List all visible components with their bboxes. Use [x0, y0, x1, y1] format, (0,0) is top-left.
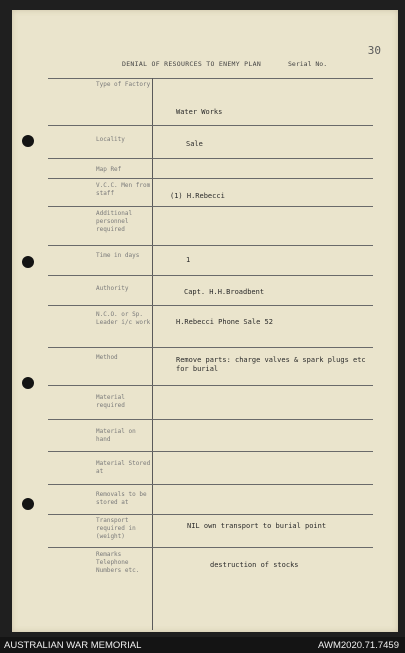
table-row [48, 126, 373, 159]
row-label: Material Stored at [96, 460, 151, 475]
form-title: DENIAL OF RESOURCES TO ENEMY PLAN [122, 60, 262, 68]
table-row [48, 452, 373, 485]
table-row [48, 276, 373, 306]
table-row [48, 207, 373, 246]
punch-hole [22, 256, 34, 268]
row-label: Material required [96, 394, 125, 409]
form-table [48, 78, 373, 630]
row-value: (1) H.Rebecci [170, 192, 225, 200]
row-label: Time in days [96, 252, 140, 259]
archive-name: AUSTRALIAN WAR MEMORIAL [4, 640, 142, 651]
row-value: Water Works [176, 108, 223, 116]
table-row [48, 386, 373, 420]
table-row [48, 179, 373, 207]
table-row [48, 515, 373, 548]
row-label: Map Ref [96, 166, 122, 173]
table-row [48, 306, 373, 348]
row-value: destruction of stocks [210, 561, 299, 569]
row-label: Material on hand [96, 428, 136, 443]
row-value: Remove parts: charge valves & spark plugs etc for burial [176, 356, 366, 373]
page-number: 30 [367, 44, 381, 57]
row-value: H.Rebecci Phone Sale 52 [176, 318, 273, 326]
row-label: Additional personnel required [96, 210, 133, 233]
row-value: 1 [186, 256, 191, 264]
table-row [48, 548, 373, 630]
archive-footer [0, 637, 405, 653]
row-label: Remarks Telephone Numbers etc. [96, 551, 140, 574]
row-label: Authority [96, 285, 129, 292]
punch-hole [22, 135, 34, 147]
row-label: V.C.C. Men from staff [96, 182, 151, 197]
table-row [48, 246, 373, 276]
table-row [48, 78, 373, 126]
table-row [48, 348, 373, 386]
row-value: NIL own transport to burial point [187, 522, 327, 530]
row-label: Locality [96, 136, 125, 143]
row-label: Removals to be stored at [96, 491, 147, 506]
row-label: Type of Factory [96, 81, 151, 88]
row-label: Transport required in (weight) [96, 517, 136, 540]
table-row [48, 485, 373, 515]
serial-label: Serial No. [288, 60, 328, 68]
row-value: Capt. H.H.Broadbent [184, 288, 265, 296]
table-row [48, 420, 373, 452]
punch-hole [22, 498, 34, 510]
archive-id: AWM2020.71.7459 [318, 640, 399, 651]
row-label: Method [96, 354, 118, 361]
row-value: Sale [186, 140, 203, 148]
row-label: N.C.O. or Sp. Leader i/c work [96, 311, 151, 326]
table-row [48, 159, 373, 179]
punch-hole [22, 377, 34, 389]
